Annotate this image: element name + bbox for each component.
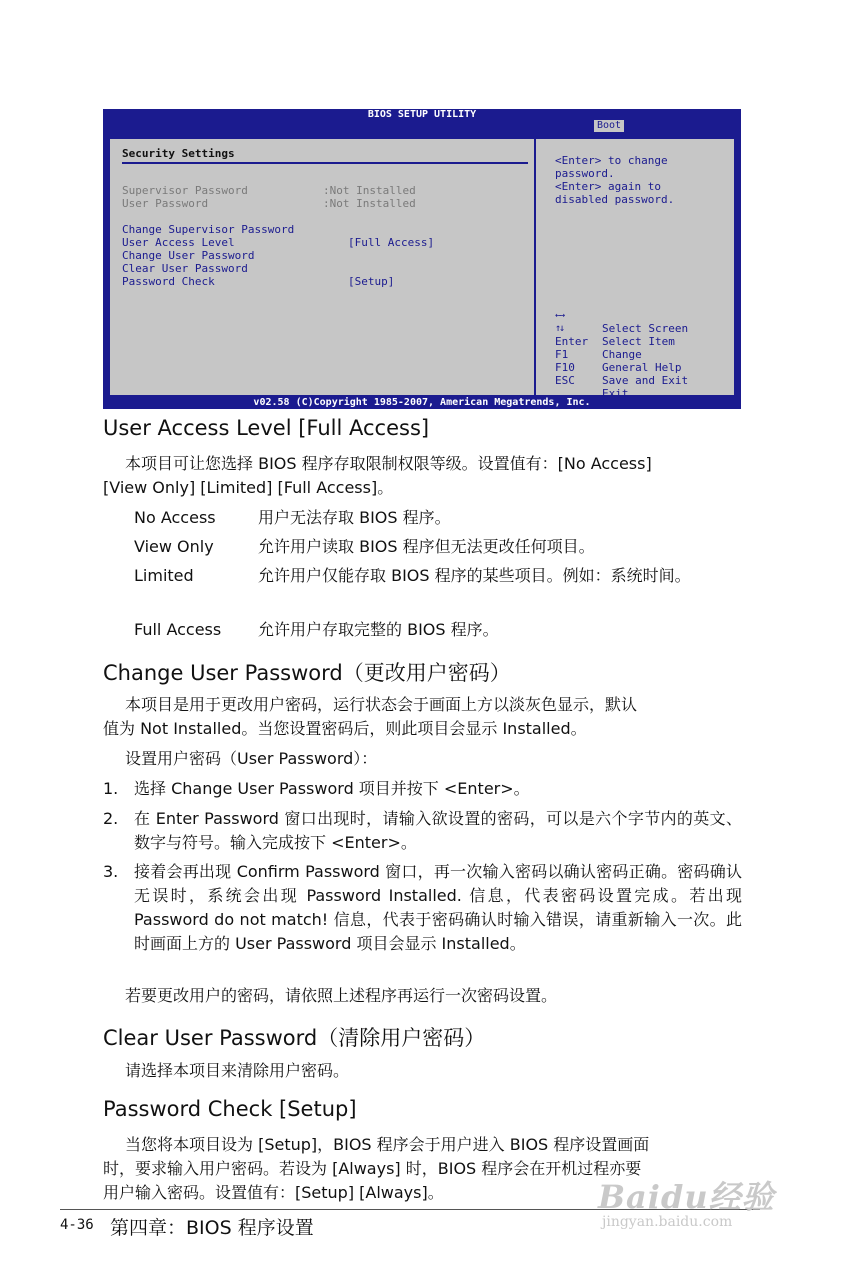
nav-key: F10 (555, 361, 575, 374)
step-text: 选择 Change User Password 项目并按下 <Enter>。 (134, 779, 530, 798)
definition-desc: 允许用户读取 BIOS 程序但无法更改任何项目。 (258, 537, 595, 556)
watermark-logo (598, 1172, 775, 1230)
heading-clear-user-password: Clear User Password（清除用户密码） (103, 1026, 486, 1050)
step-number: 3. (103, 862, 119, 881)
chapter-title: 第四章：BIOS 程序设置 (110, 1217, 314, 1239)
user-access-level-value[interactable]: [Full Access] (348, 236, 435, 249)
bios-settings-pane (110, 139, 536, 395)
paragraph: 设置用户密码（User Password）： (125, 749, 378, 768)
help-line: <Enter> to change (555, 154, 668, 167)
status-value-supervisor: :Not Installed (323, 184, 416, 197)
nav-row-select-screen (555, 296, 689, 335)
definition-term: Limited (134, 566, 194, 585)
paragraph: 若要更改用户的密码，请依照上述程序再运行一次密码设置。 (125, 986, 558, 1005)
bios-title: BIOS SETUP UTILITY (367, 109, 477, 120)
definition-desc: 用户无法存取 BIOS 程序。 (258, 508, 451, 527)
step-number: 2. (103, 809, 119, 828)
paragraph: 时，要求输入用户密码。若设为 [Always] 时，BIOS 程序会在开机过程亦要 (103, 1159, 642, 1178)
step-number: 1. (103, 779, 119, 798)
nav-desc: Select Item (602, 335, 675, 348)
paragraph: 本项目是用于更改用户密码，运行状态会于画面上方以淡灰色显示，默认 (125, 695, 638, 714)
nav-desc: General Help (602, 361, 682, 374)
watermark-url: jingyan.baidu.com (602, 1214, 733, 1230)
tab-boot[interactable]: Boot (594, 120, 624, 132)
bios-help-pane (538, 139, 734, 400)
definition-desc: 允许用户存取完整的 BIOS 程序。 (258, 620, 499, 639)
menu-item-change-user-password[interactable]: Change User Password (122, 249, 255, 262)
heading-password-check: Password Check [Setup] (103, 1097, 357, 1121)
nav-key: Enter (555, 335, 589, 348)
definition-term: No Access (134, 508, 216, 527)
help-line: password. (555, 167, 615, 180)
paragraph: [View Only] [Limited] [Full Access]。 (103, 478, 394, 497)
paragraph: 本项目可让您选择 BIOS 程序存取限制权限等级。设置值有：[No Access] (125, 454, 652, 473)
page-number: 4-36 (60, 1217, 94, 1233)
paragraph: 用户输入密码。设置值有：[Setup] [Always]。 (103, 1183, 444, 1202)
heading-change-user-password: Change User Password（更改用户密码） (103, 661, 511, 685)
paragraph: 当您将本项目设为 [Setup]，BIOS 程序会于用户进入 BIOS 程序设置画面 (125, 1135, 650, 1154)
bios-panel (108, 137, 736, 400)
up-down-arrows-icon: ↑↓ (555, 323, 564, 334)
bios-screenshot (103, 109, 741, 409)
heading-user-access-level: User Access Level [Full Access] (103, 416, 430, 440)
paragraph: 请选择本项目来清除用户密码。 (125, 1061, 350, 1080)
definition-term: View Only (134, 537, 214, 556)
step-text: 接着会再出现 Confirm Password 窗口，再一次输入密码以确认密码正确。密码确认无误时，系统会出现 Password Installed. 信息，代表密码设置完成。若出现 Password do not match! 信息，代表于密码确认时输入错误，请重新输入一次。此时画面上方的 User Password 项目会显示 Installed。 (134, 862, 742, 953)
bios-copyright: v02.58 (C)Copyright 1985-2007, American Megatrends, Inc. (253, 397, 591, 408)
left-right-arrows-icon: ←→ (555, 310, 564, 321)
section-divider (122, 162, 528, 164)
nav-row-exit (555, 361, 629, 400)
nav-key: ESC (555, 374, 575, 387)
menu-item-change-supervisor-password[interactable]: Change Supervisor Password (122, 223, 295, 236)
definition-term: Full Access (134, 620, 222, 639)
step-text: 在 Enter Password 窗口出现时，请输入欲设置的密码，可以是六个字节内的英文、数字与符号。输入完成按下 <Enter>。 (134, 809, 742, 852)
section-title: Security Settings (122, 147, 235, 160)
nav-desc: Exit (602, 387, 629, 400)
paragraph: 值为 Not Installed。当您设置密码后，则此项目会显示 Installed。 (103, 719, 587, 738)
nav-desc: Change (602, 348, 642, 361)
help-line: <Enter> again to (555, 180, 661, 193)
nav-desc: Save and Exit (602, 374, 689, 387)
password-check-value[interactable]: [Setup] (348, 275, 395, 288)
help-line: disabled password. (555, 193, 675, 206)
nav-desc: Select Screen (602, 322, 689, 335)
menu-item-user-access-level[interactable]: User Access Level (122, 236, 235, 249)
nav-key: F1 (555, 348, 569, 361)
menu-item-clear-user-password[interactable]: Clear User Password (122, 262, 248, 275)
definition-desc: 允许用户仅能存取 BIOS 程序的某些项目。例如：系统时间。 (258, 566, 691, 585)
watermark-brand: Baidu经验 (598, 1178, 775, 1216)
status-label-supervisor: Supervisor Password (122, 184, 248, 197)
status-value-user: :Not Installed (323, 197, 416, 210)
status-label-user: User Password (122, 197, 209, 210)
menu-item-password-check[interactable]: Password Check (122, 275, 215, 288)
